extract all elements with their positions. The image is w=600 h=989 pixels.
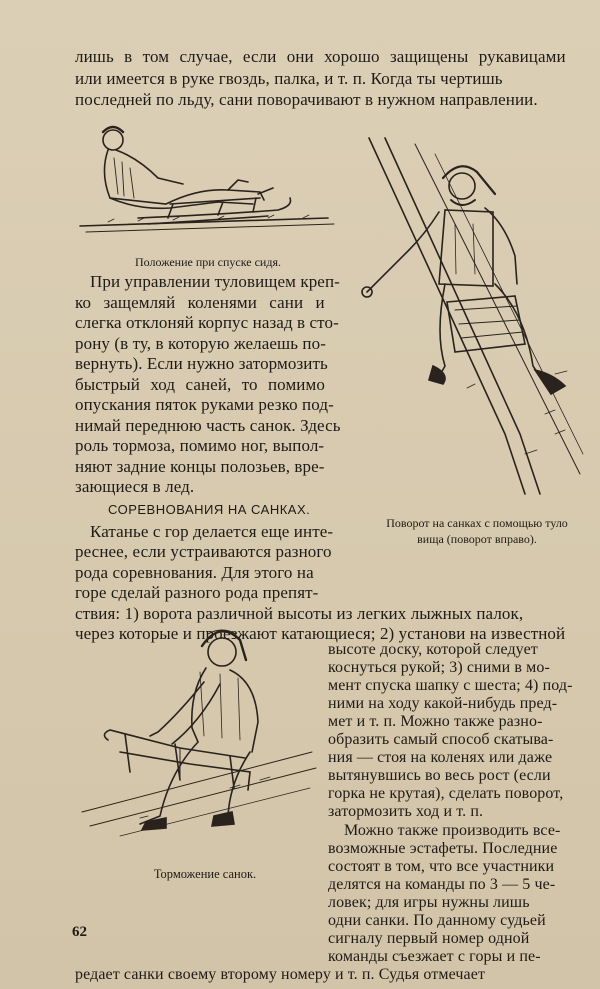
text-line: состоят в том, что все участники (328, 858, 555, 875)
text-line: сигналу первый номер одной (328, 930, 530, 947)
text-line: мент спуска шапку с шеста; 4) под- (328, 677, 573, 694)
text-line: зающиеся в лед. (75, 477, 195, 496)
text-line: образить самый способ скатыва- (328, 731, 554, 748)
text-line: Катанье с гор делается еще инте- (90, 522, 334, 541)
text-line: высоте доску, которой следует (328, 641, 538, 658)
text-line: ними на ходу какой-нибудь пред- (328, 695, 558, 712)
text-line: слегка отклоняй корпус назад в сто- (75, 313, 339, 332)
text-line: ко защемляй коленями сани и (75, 293, 325, 312)
text-line: реснее, если устраиваются разного (75, 542, 332, 561)
sled-braking-illustration (80, 612, 318, 852)
text-line: быстрый ход саней, то помимо (75, 375, 325, 394)
text-line: няют задние концы полозьев, вре- (75, 457, 325, 476)
figure-caption: Поворот на санках с помощью туло (386, 516, 568, 530)
section-heading: СОРЕВНОВАНИЯ НА САНКАХ. (108, 502, 311, 517)
text-line: ния — стоя на коленях или даже (328, 749, 553, 766)
text-line: горка не крутая), сделать поворот, (328, 785, 564, 802)
text-line: затормозить ход и т. п. (328, 803, 484, 820)
text-line: команды съезжает с горы и пе- (328, 948, 541, 965)
text-line: мет и т. п. Можно также разно- (328, 713, 543, 730)
figure-caption: Торможение санок. (153, 867, 257, 881)
text-line: одни санки. По данному судьей (328, 912, 546, 929)
text-line: возможные эстафеты. Последние (328, 840, 558, 857)
text-line: рода соревнования. Для этого на (75, 563, 314, 582)
text-line: роль тормоза, помимо ног, выпол- (75, 436, 325, 455)
text-line: последней по льду, сани поворачивают в нужном направлении. (75, 90, 538, 109)
text-line: опускания пяток руками резко под- (75, 395, 334, 414)
figure-caption: вища (поворот вправо). (417, 532, 537, 546)
text-line: горе сделай разного рода препят- (75, 583, 319, 602)
text-line: ствия: 1) ворота различной высоты из легких лыжных палок, (75, 604, 524, 623)
text-line: рону (в ту, в которую желаешь по- (75, 334, 326, 353)
sled-turn-illustration (355, 134, 587, 504)
text-line: редает санки своему второму номеру и т. п. Судья отмечает (75, 966, 486, 983)
text-line: вернуть). Если нужно затормозить (75, 354, 328, 373)
text-line: делятся на команды по 3 — 5 че- (328, 876, 556, 893)
page-number: 62 (72, 924, 87, 940)
text-line: При управлении туловищем креп- (90, 272, 340, 291)
text-line: через которые и проезжают катающиеся; 2) установи на известной (75, 624, 566, 643)
text-line: коснуться рукой; 3) сними в мо- (328, 659, 550, 676)
figure-caption: Положение при спуске сидя. (135, 255, 281, 269)
text-line: или имеется в руке гвоздь, палка, и т. п. Когда ты чертишь (75, 69, 503, 88)
sledding-sitting-illustration (78, 118, 336, 246)
text-line: вытянувшись во весь рост (если (328, 767, 551, 784)
text-line: Можно также производить все- (344, 822, 561, 839)
text-line: ловек; для игры нужны лишь (328, 894, 530, 911)
text-line: лишь в том случае, если они хорошо защищены рукавицами (75, 47, 566, 66)
text-line: нимай переднюю часть санок. Здесь (75, 416, 341, 435)
